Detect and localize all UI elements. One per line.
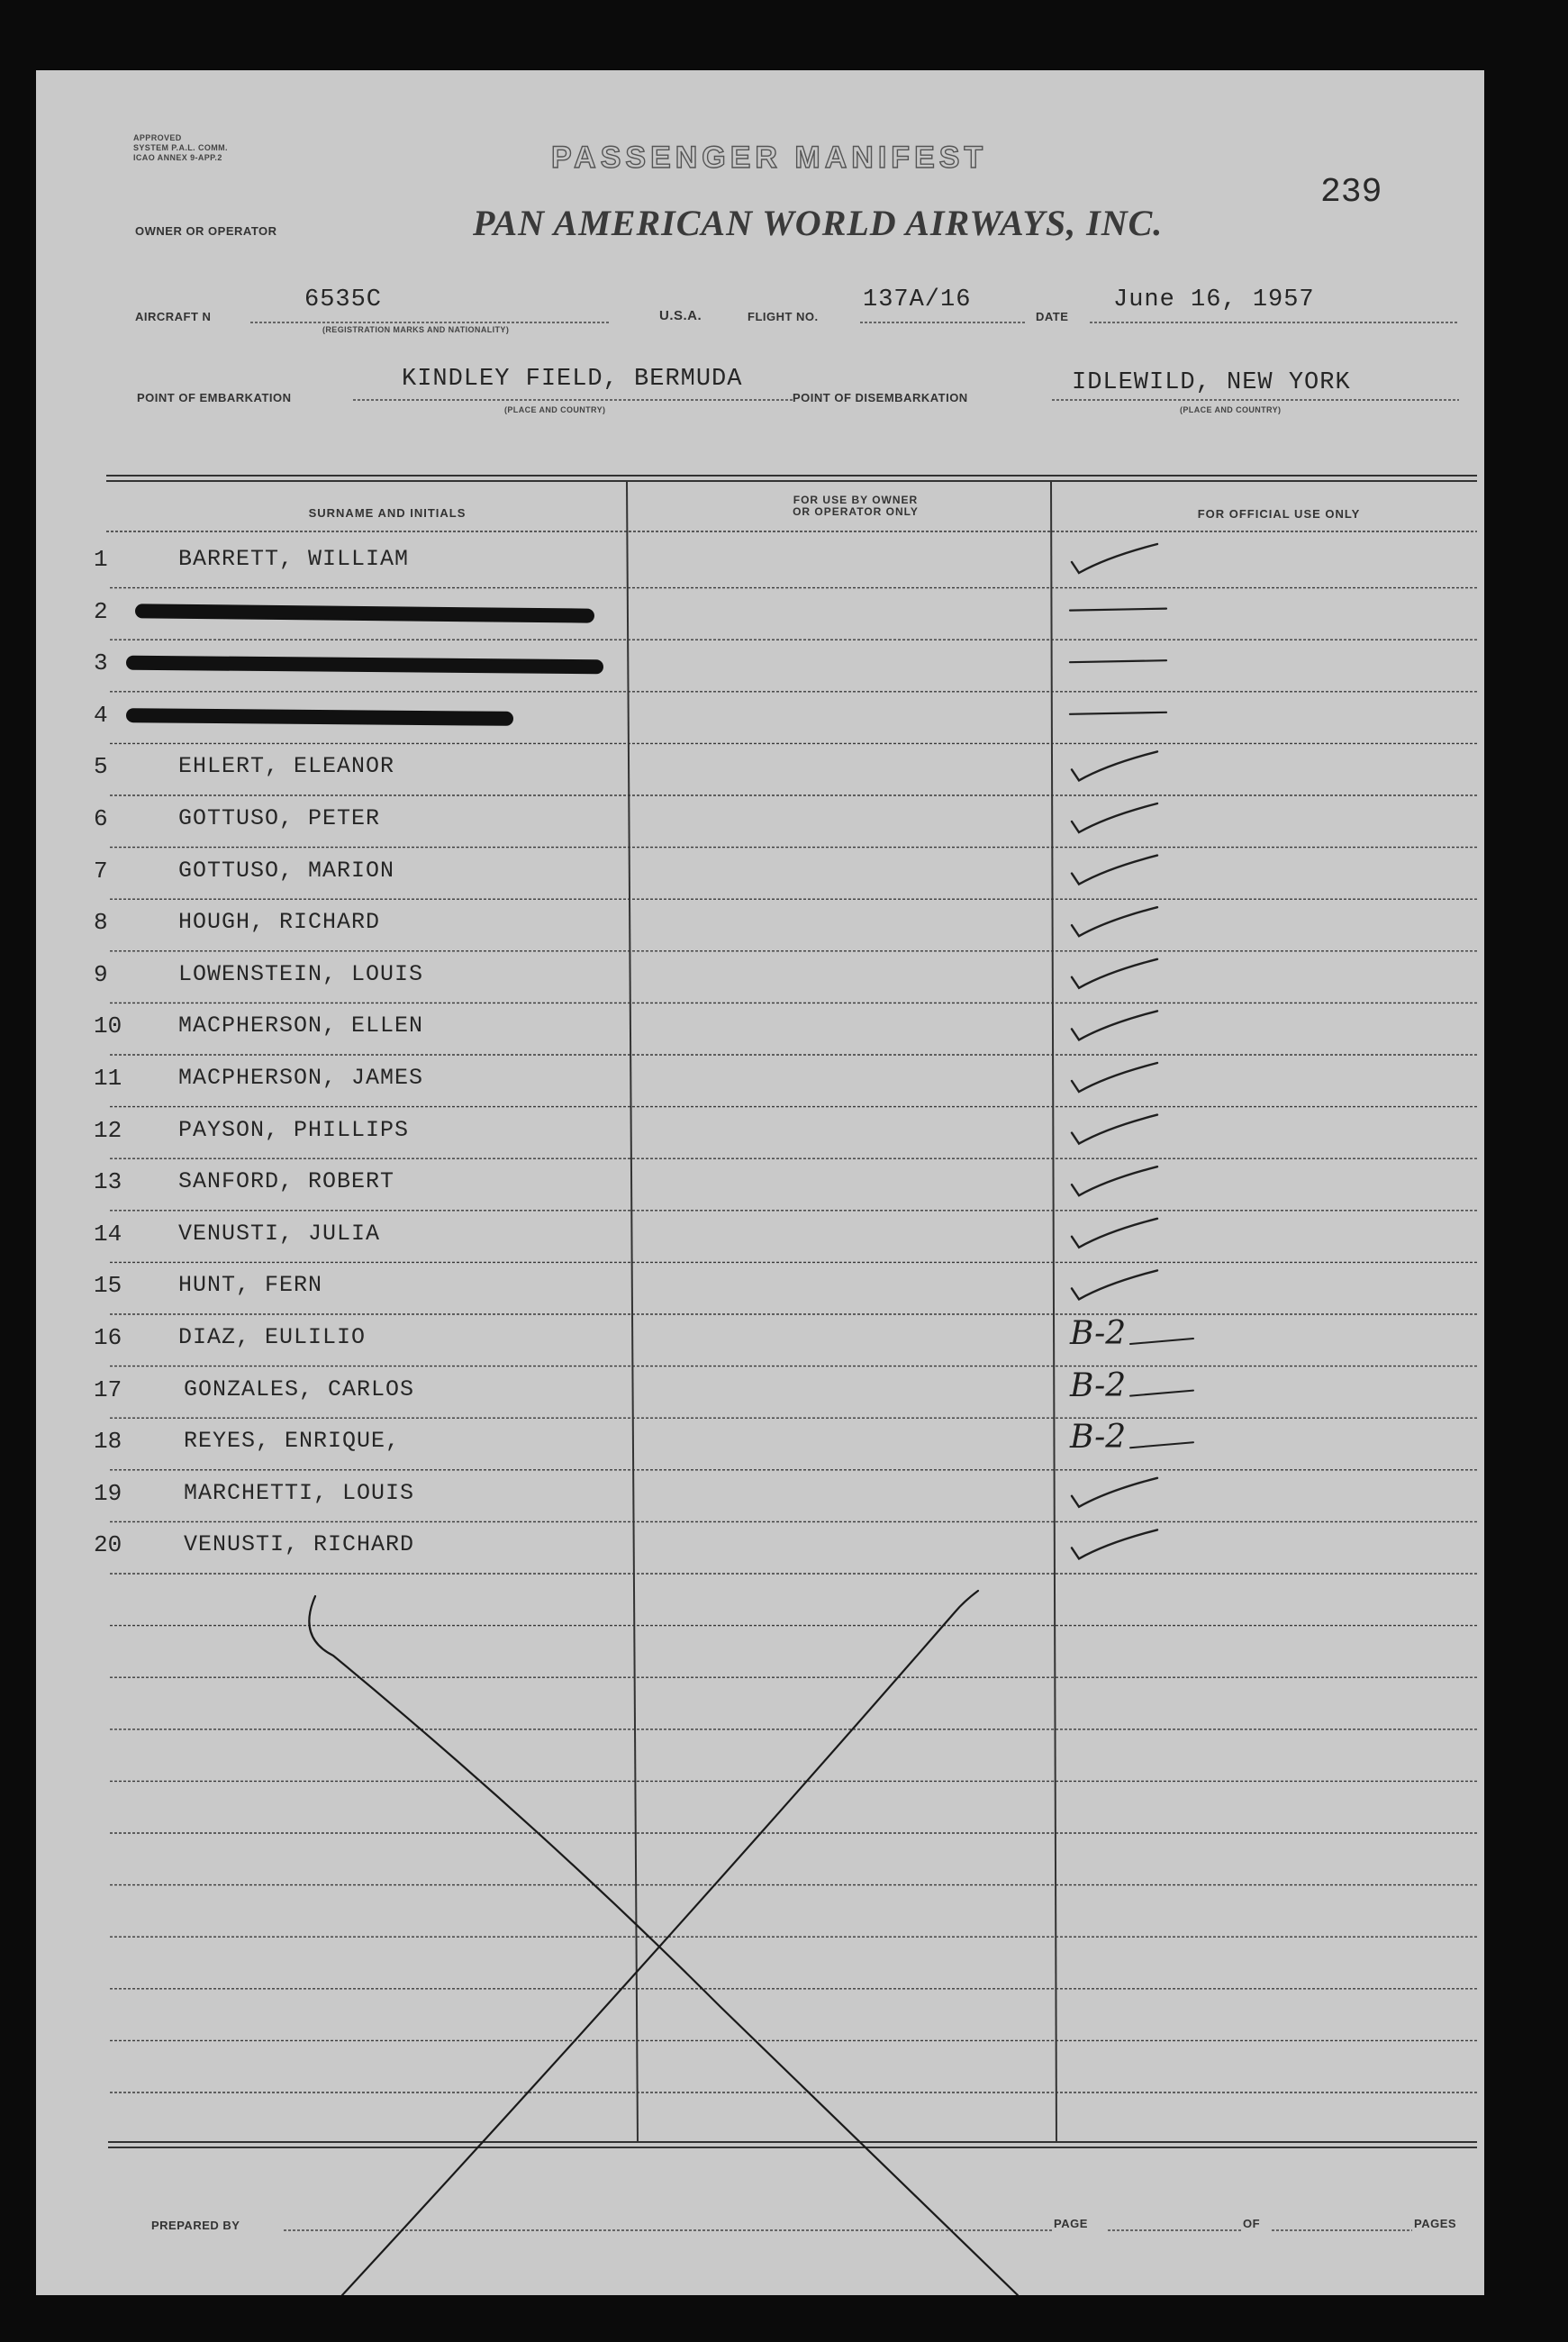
row-number: 15	[94, 1272, 122, 1300]
passenger-name: HUNT, FERN	[178, 1272, 323, 1299]
passenger-name: SANFORD, ROBERT	[178, 1168, 395, 1195]
check-mark	[1072, 1011, 1157, 1039]
row-number: 17	[94, 1375, 122, 1403]
date-label: DATE	[1036, 310, 1069, 323]
row-number: 9	[94, 960, 108, 988]
country-label: U.S.A.	[659, 308, 702, 323]
prepared-by-label: PREPARED BY	[151, 2219, 240, 2232]
dash-mark	[1070, 713, 1166, 714]
place-note: (PLACE AND COUNTRY)	[1180, 405, 1282, 414]
column-header-official: FOR OFFICIAL USE ONLY	[1197, 507, 1361, 521]
page-label: PAGE	[1054, 2217, 1088, 2230]
check-mark	[1072, 1063, 1157, 1092]
embarkation-place: KINDLEY FIELD, BERMUDA	[402, 366, 743, 393]
form-lines	[36, 70, 1484, 2295]
row-number: 12	[94, 1116, 122, 1144]
passenger-name: HOUGH, RICHARD	[178, 909, 381, 936]
passenger-name: LOWENSTEIN, LOUIS	[178, 960, 424, 987]
b2-underline	[1130, 1391, 1193, 1396]
row-number: 14	[94, 1220, 122, 1248]
passenger-name: DIAZ, EULILIO	[178, 1324, 367, 1350]
disembarkation-place: IDLEWILD, NEW YORK	[1072, 369, 1351, 396]
disembarkation-label: POINT OF DISEMBARKATION	[793, 391, 968, 404]
visa-class-mark: B-2	[1070, 1315, 1127, 1352]
check-mark	[1072, 1219, 1157, 1248]
b2-underline	[1130, 1339, 1193, 1344]
aircraft-label: AIRCRAFT N	[135, 310, 212, 323]
passenger-name: PAYSON, PHILLIPS	[178, 1116, 410, 1143]
flight-number: 137A/16	[863, 286, 972, 313]
place-note: (PLACE AND COUNTRY)	[504, 405, 606, 414]
passenger-name: VENUSTI, JULIA	[178, 1220, 381, 1247]
passenger-name: GOTTUSO, PETER	[178, 805, 381, 831]
check-mark	[1072, 751, 1157, 780]
check-mark	[1072, 803, 1157, 832]
row-number: 1	[94, 546, 108, 573]
row-number: 16	[94, 1324, 122, 1351]
airline-name: PAN AMERICAN WORLD AIRWAYS, INC.	[473, 203, 1164, 243]
passenger-name: MARCHETTI, LOUIS	[184, 1479, 415, 1506]
passenger-name: REYES, ENRIQUE,	[184, 1428, 401, 1455]
row-number: 10	[94, 1012, 122, 1040]
aircraft-number: 6535C	[304, 286, 383, 313]
passenger-name: MACPHERSON, ELLEN	[178, 1012, 424, 1039]
pages-label: PAGES	[1414, 2217, 1457, 2230]
cancel-x-stroke	[342, 1591, 978, 2295]
approval-line: SYSTEM P.A.L. COMM.	[133, 143, 228, 152]
passenger-name: EHLERT, ELEANOR	[178, 753, 395, 780]
check-mark	[1072, 959, 1157, 988]
row-number: 3	[94, 649, 108, 677]
column-divider	[1051, 481, 1056, 2142]
passenger-name: GOTTUSO, MARION	[178, 857, 395, 884]
dash-mark	[1070, 660, 1166, 662]
flight-date: June 16, 1957	[1113, 286, 1315, 313]
owner-label: OWNER OR OPERATOR	[135, 224, 277, 238]
row-number: 19	[94, 1479, 122, 1507]
column-header-surname: SURNAME AND INITIALS	[308, 506, 467, 520]
row-number: 18	[94, 1428, 122, 1456]
row-number: 8	[94, 909, 108, 937]
manifest-sheet	[36, 70, 1484, 2295]
column-header-line: OR OPERATOR ONLY	[793, 505, 919, 518]
row-number: 2	[94, 597, 108, 625]
column-divider	[627, 481, 638, 2142]
form-title: PASSENGER MANIFEST	[551, 141, 988, 175]
b2-underline	[1130, 1442, 1193, 1448]
registration-note: (REGISTRATION MARKS AND NATIONALITY)	[322, 325, 510, 334]
check-mark	[1072, 1166, 1157, 1195]
row-number: 6	[94, 805, 108, 832]
page-number: 239	[1320, 173, 1382, 212]
check-mark	[1072, 1115, 1157, 1144]
passenger-name: VENUSTI, RICHARD	[184, 1531, 415, 1558]
cancel-x-stroke	[309, 1596, 1018, 2295]
column-header-line: FOR USE BY OWNER	[793, 494, 919, 506]
passenger-name: MACPHERSON, JAMES	[178, 1065, 424, 1091]
check-mark	[1072, 1478, 1157, 1507]
passenger-name: BARRETT, WILLIAM	[178, 546, 410, 572]
flight-label: FLIGHT NO.	[748, 310, 819, 323]
of-label: OF	[1243, 2217, 1261, 2230]
check-mark	[1072, 1270, 1157, 1299]
row-number: 11	[94, 1065, 122, 1092]
check-mark	[1072, 856, 1157, 885]
passenger-name: GONZALES, CARLOS	[184, 1375, 415, 1402]
visa-class-mark: B-2	[1070, 1366, 1127, 1404]
embarkation-label: POINT OF EMBARKATION	[137, 391, 292, 404]
approval-line: APPROVED	[133, 133, 182, 142]
dash-mark	[1070, 609, 1166, 611]
row-number: 13	[94, 1168, 122, 1196]
check-mark	[1072, 1530, 1157, 1558]
row-number: 7	[94, 857, 108, 885]
approval-line: ICAO ANNEX 9-APP.2	[133, 153, 222, 162]
visa-class-mark: B-2	[1070, 1419, 1127, 1457]
check-mark	[1072, 544, 1157, 573]
row-number: 20	[94, 1531, 122, 1559]
row-number: 4	[94, 701, 108, 729]
row-number: 5	[94, 753, 108, 781]
check-mark	[1072, 907, 1157, 936]
